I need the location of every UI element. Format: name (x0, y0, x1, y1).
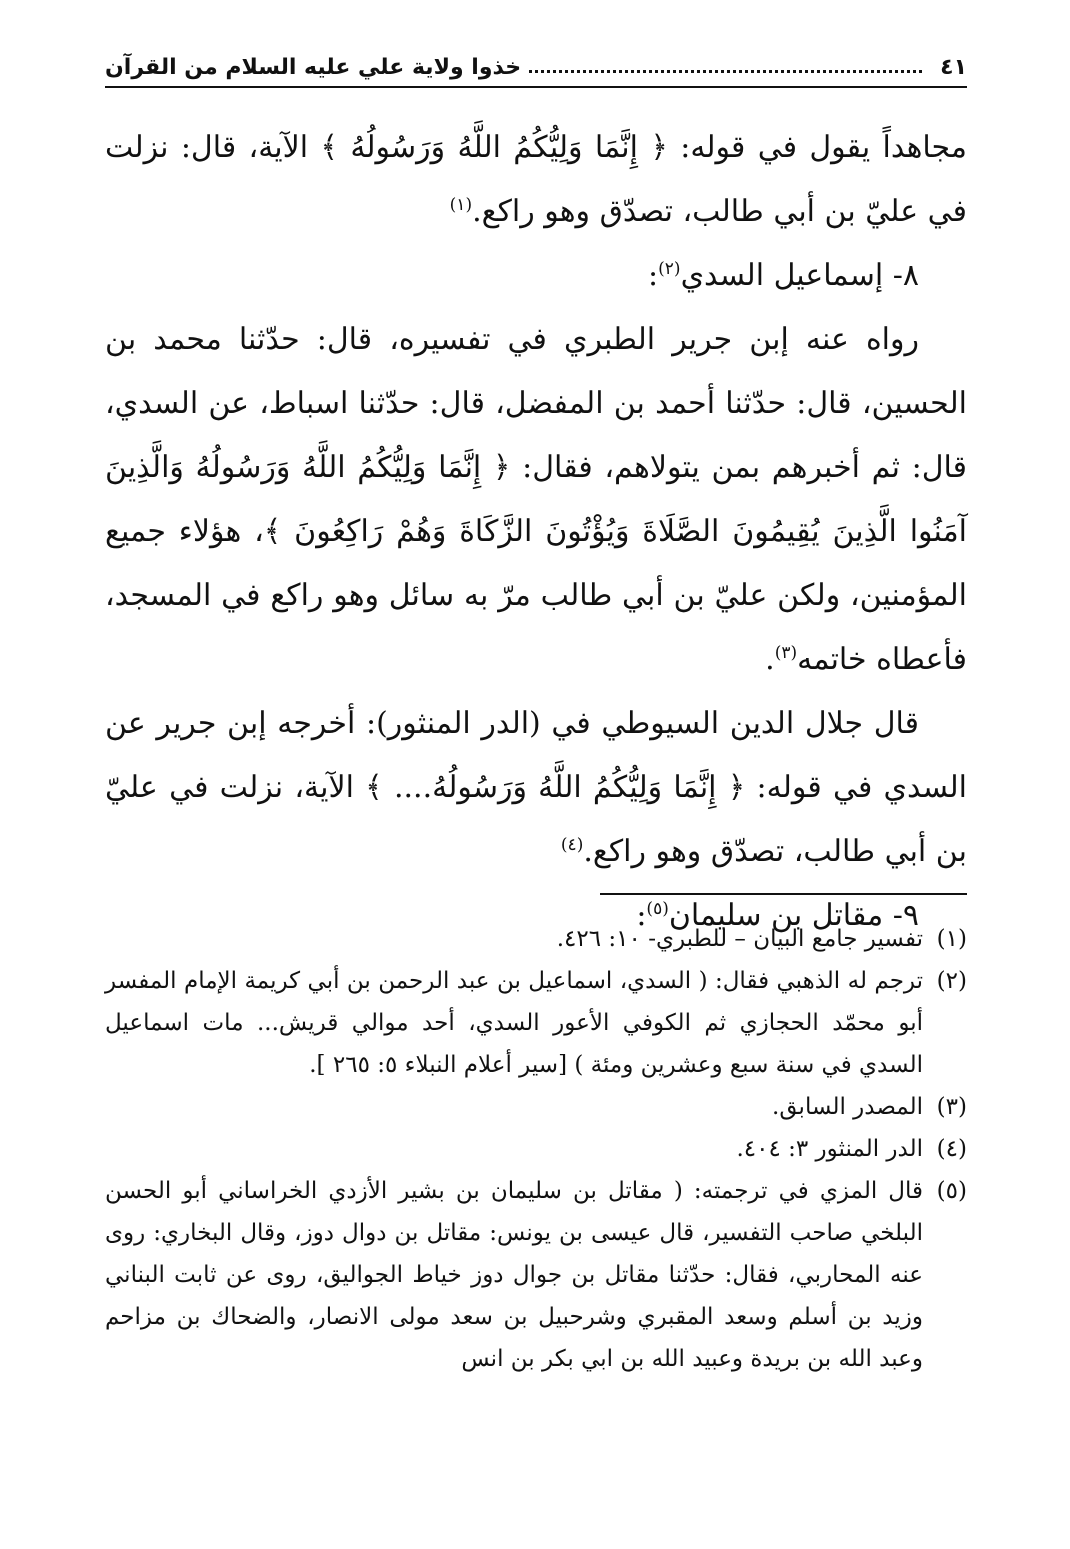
main-text (105, 116, 967, 948)
footnote-text: الدر المنثور ٣: ٤٠٤. (736, 1136, 923, 1162)
footnote-number: (٥) (936, 1178, 967, 1204)
footnote-ref: (٥) (646, 899, 669, 919)
footnote-number: (١) (936, 926, 967, 952)
paragraph-suyuti (105, 692, 967, 884)
page-header (105, 44, 967, 88)
heading-colon: : (648, 258, 659, 293)
footnote-ref: (٢) (658, 259, 681, 279)
footnote-ref: (٤) (560, 835, 584, 855)
paragraph-tabari (105, 308, 967, 692)
footnote-ref: (٣) (774, 643, 798, 663)
footnote-number: (٣) (936, 1094, 967, 1120)
footnote-5 (105, 1170, 967, 1380)
footnote-separator (600, 893, 967, 895)
footnote-text: تفسير جامع البيان – للطبري- ١٠: ٤٢٦. (556, 926, 923, 952)
footnote-4 (105, 1128, 967, 1170)
paragraph-text: مجاهداً يقول في قوله: ﴿ إِنَّمَا وَلِيُّكُمُ اللَّهُ وَرَسُولُهُ ﴾ الآية، قال: نزلت في عليّ بن أبي طالب، تصدّق وهو راكع. (105, 130, 967, 229)
heading-text: ٨- إسماعيل السدي (680, 258, 919, 293)
paragraph-text: قال جلال الدين السيوطي في (الدر المنثور): أخرجه إبن جرير عن السدي في قوله: ﴿ إِنَّمَا وَلِيُّكُمُ اللَّهُ وَرَسُولُهُ.... ﴾ الآية، نزلت في عليّ بن أبي طالب، تصدّق وهو راكع. (105, 706, 967, 869)
footnote-1 (105, 918, 967, 960)
heading-colon: : (636, 898, 647, 933)
section-heading-8 (105, 244, 967, 308)
footnote-number: (٢) (936, 968, 967, 994)
footnotes (105, 918, 967, 1380)
paragraph-mujahid (105, 116, 967, 244)
footnote-2 (105, 960, 967, 1086)
paragraph-end: . (765, 642, 775, 677)
footnote-text: المصدر السابق. (772, 1094, 923, 1120)
heading-text: ٩- مقاتل بن سليمان (668, 898, 919, 933)
footnote-ref: (١) (449, 195, 473, 215)
paragraph-text: رواه عنه إبن جرير الطبري في تفسيره، قال: حدّثنا محمد بن الحسين، قال: حدّثنا أحمد بن المفضل، قال: حدّثنا اسباط، عن السدي، قال: ثم أخبرهم بمن يتولاهم، فقال: ﴿ إِنَّمَا وَلِيُّكُمُ اللَّهُ وَرَسُولُهُ وَالَّذِينَ آمَنُوا الَّذِينَ يُقِيمُونَ الصَّلَاةَ وَيُؤْتُونَ الزَّكَاةَ وَهُمْ رَاكِعُونَ ﴾، هؤلاء جميع المؤمنين، ولكن عليّ بن أبي طالب مرّ به سائل وهو راكع في المسجد، فأعطاه خاتمه (105, 322, 967, 677)
running-title: خذوا ولاية علي عليه السلام من القرآن (105, 55, 522, 80)
footnote-number: (٤) (936, 1136, 967, 1162)
footnote-3 (105, 1086, 967, 1128)
footnote-text: ترجم له الذهبي فقال: ( السدي، اسماعيل بن عبد الرحمن بن أبي كريمة الإمام المفسر أبو محمّد الحجازي ثم الكوفي الأعور السدي، أحد موالي قريش... مات اسماعيل السدي في سنة سبع وعشرين ومئة ) [سير أعلام النبلاء ٥: ٢٦٥ ]. (105, 968, 923, 1078)
page-number: ٤١ (940, 55, 967, 80)
footnote-text: قال المزي في ترجمته: ( مقاتل بن سليمان بن بشير الأزدي الخراساني أبو الحسن البلخي صاحب التفسير، قال عيسى بن يونس: مقاتل بن دوال دوز، وقال البخاري: روى عنه المحاربي، فقال: حدّثنا مقاتل بن جوال دوز خياط الجواليق، روى عن ثابت البناني وزيد بن أسلم وسعد المقبري وشرحبيل بن سعد مولى الانصار، والضحاك بن مزاحم وعبد الله بن بريدة وعبيد الله بن ابي بكر بن انس (105, 1178, 923, 1372)
header-dot-leader (529, 70, 922, 73)
